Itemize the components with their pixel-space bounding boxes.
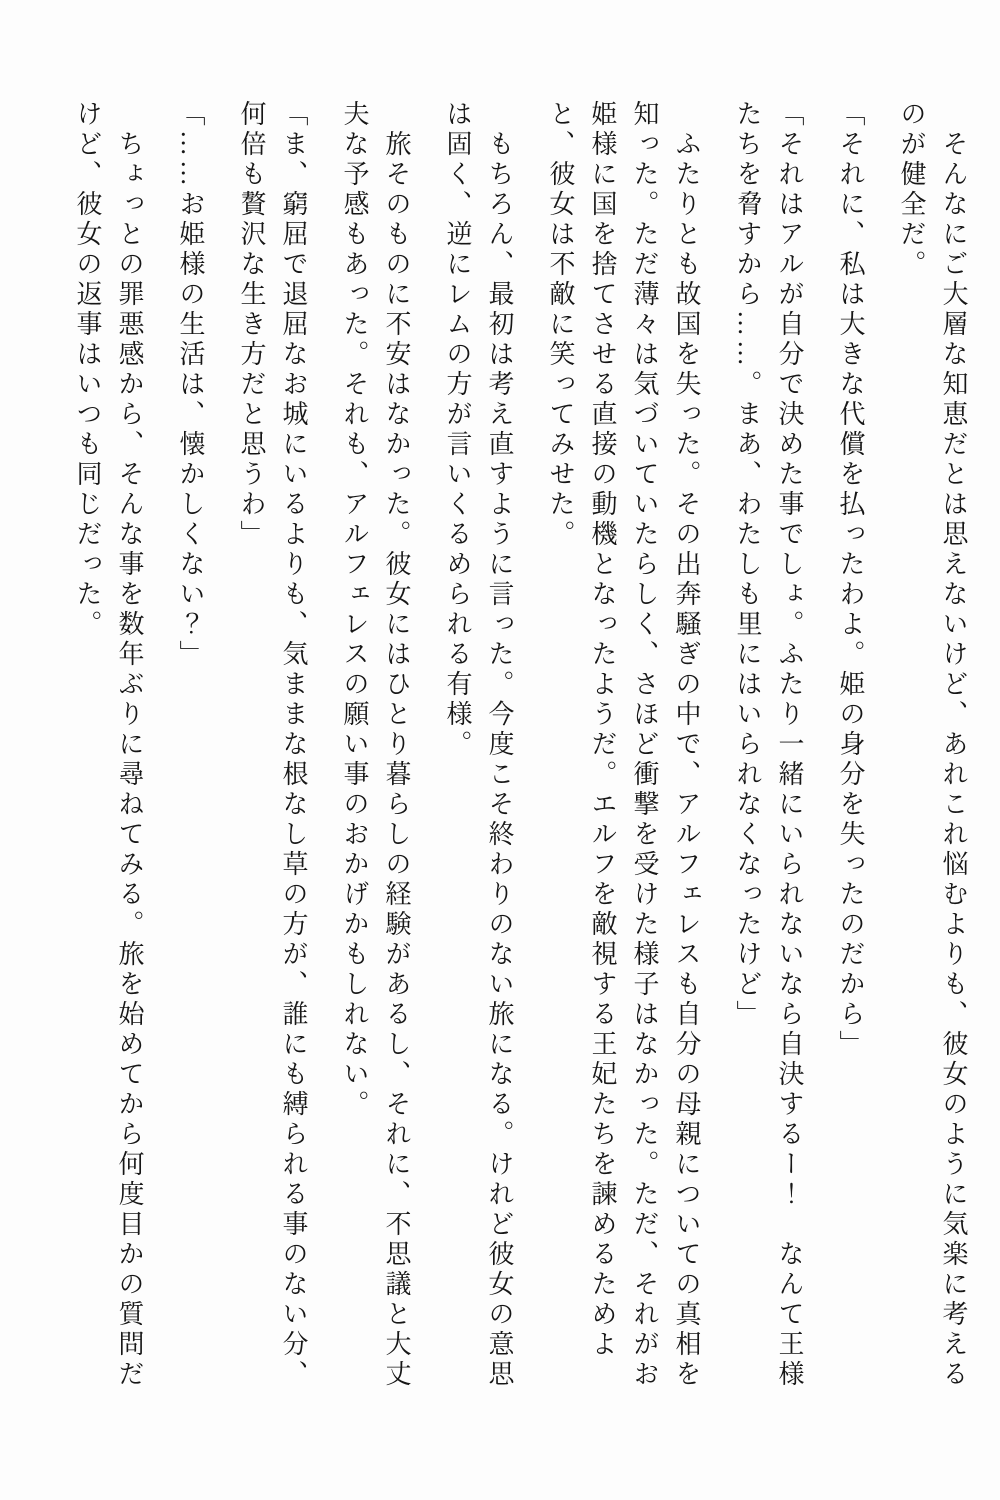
paragraph: 「……お姫様の生活は、懐かしくない？」	[176, 100, 205, 670]
paragraph: もちろん、最初は考え直すように言った。今度こそ終わりのない旅になる。けれど彼女の意思は固く、逆にレムの方が言いくるめられる有様。	[443, 100, 514, 1390]
paragraph: 「それに、私は大きな代償を払ったわよ。姫の身分を失ったのだから」	[836, 100, 865, 1060]
paragraph: ちょっとの罪悪感から、そんな事を数年ぶりに尋ねてみる。旅を始めてから何度目かの質問だけど、彼女の返事はいつも同じだった。	[73, 100, 144, 1390]
paragraph: 「それはアルが自分で決めた事でしょ。ふたり一緒にいられないなら自決するー！ なんて王様たちを脅すから……。まあ、わたしも里にはいられなくなったけど」	[733, 100, 804, 1390]
page-text	[66, 100, 974, 1396]
paragraph: 「ま、窮屈で退屈なお城にいるよりも、気ままな根なし草の方が、誰にも縛られる事のない分、何倍も贅沢な生き方だと思うわ」	[237, 100, 308, 1390]
paragraph: 旅そのものに不安はなかった。彼女にはひとり暮らしの経験があるし、それに、不思議と大丈夫な予感もあった。それも、アルフェレスの願い事のおかげかもしれない。	[340, 100, 411, 1390]
paragraph: ふたりとも故国を失った。その出奔騒ぎの中で、アルフェレスも自分の母親についての真相を知った。ただ薄々は気づいていたらしく、さほど衝撃を受けた様子はなかった。ただ、それがお姫様に国を捨てさせる直接の動機となったようだ。エルフを敵視する王妃たちを諫めるためよと、彼女は不敵に笑ってみせた。	[546, 100, 701, 1390]
paragraph: そんなにご大層な知恵だとは思えないけど、あれこれ悩むよりも、彼女のように気楽に考えるのが健全だ。	[897, 100, 968, 1390]
